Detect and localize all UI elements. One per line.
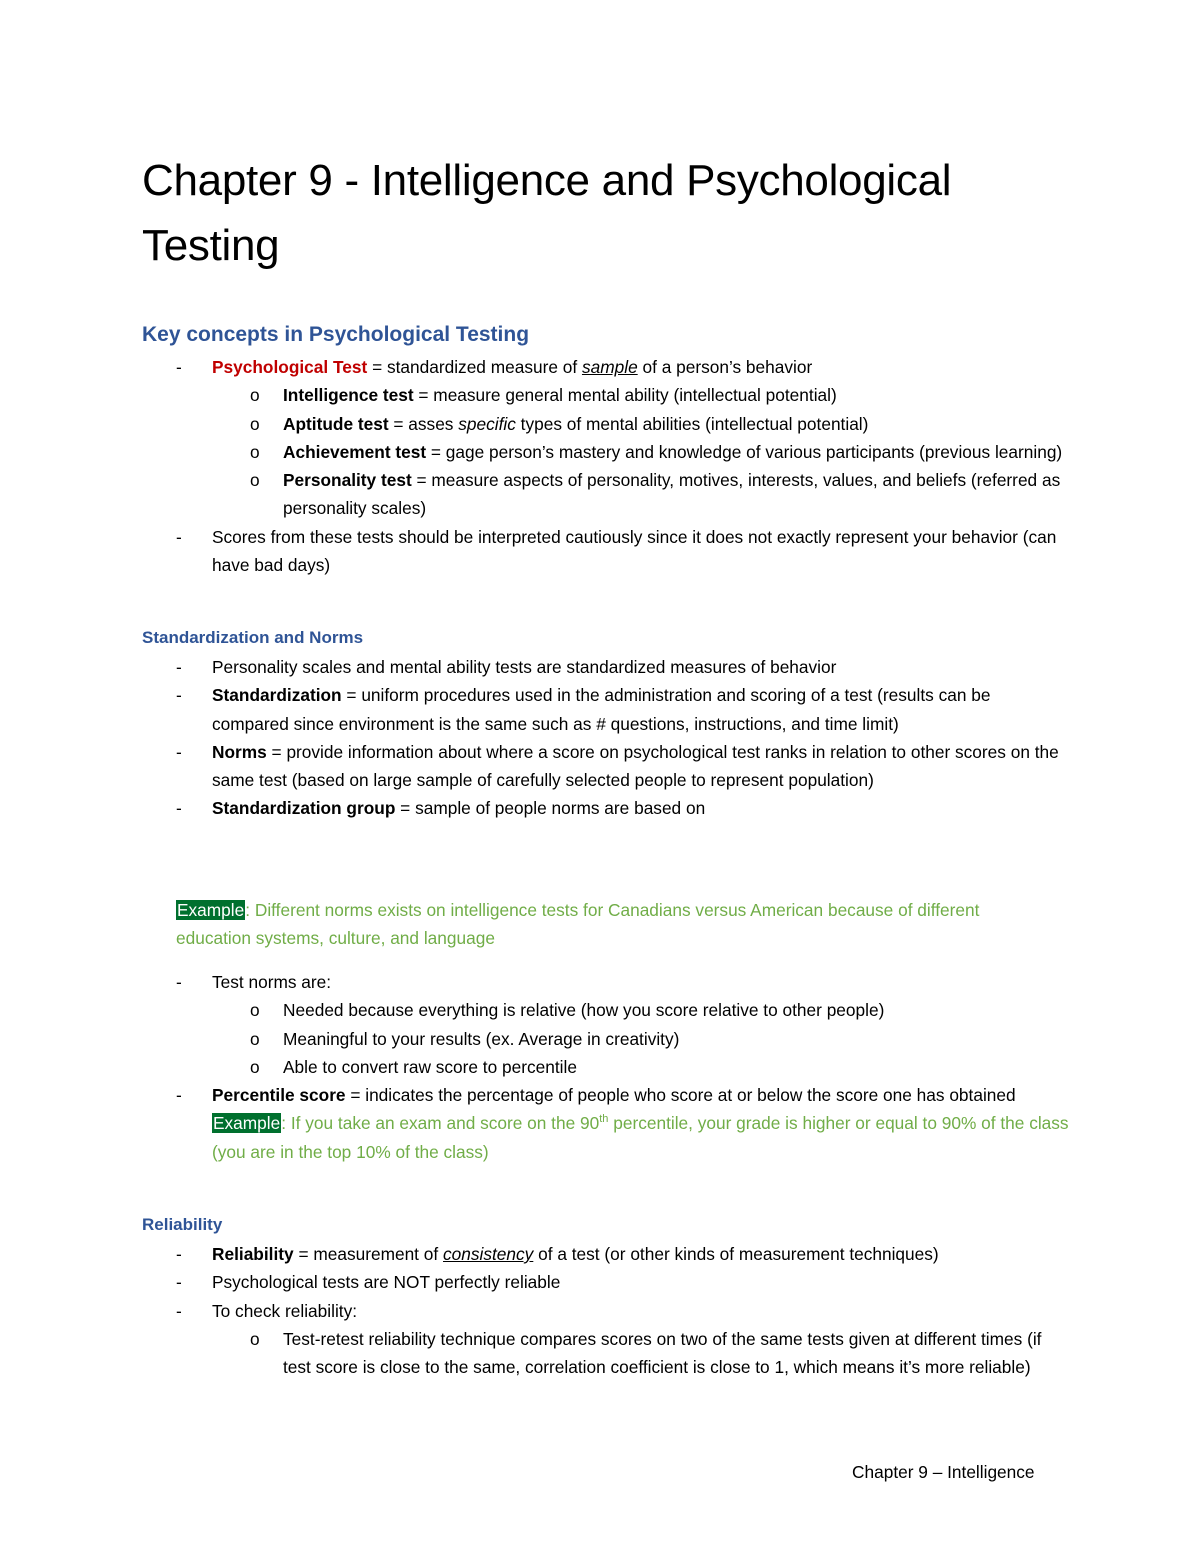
term-standardization-group: Standardization group xyxy=(212,798,396,819)
dash-bullet: - xyxy=(176,798,182,819)
section-test-norms-list xyxy=(142,968,1072,1166)
section-standardization-list xyxy=(142,653,1072,823)
term-reliability: Reliability xyxy=(212,1244,294,1264)
list-item: - Psychological tests are NOT perfectly reliable xyxy=(142,1268,1072,1296)
list-item: - Standardization = uniform procedures used in the administration and scoring of a test (results can be compared since environment is the same such as # questions, instructions, and time limit) xyxy=(142,681,1072,738)
dash-bullet: - xyxy=(176,1272,182,1293)
sub-list-item: o Test-retest reliability technique compares scores on two of the same tests given at different times (if test score is close to the same, correlation coefficient is close to 1, which means it’s more reliable) xyxy=(142,1325,1072,1382)
list-item: - Percentile score = indicates the percentage of people who score at or below the score one has obtained Example: If you take an exam and score on the 90th percentile, your grade is higher or equal to 90% of the class (you are in the top 10% of the class) xyxy=(142,1081,1072,1166)
example-tag: Example xyxy=(177,900,245,920)
circle-bullet: o xyxy=(250,441,260,462)
sub-list-item: o Meaningful to your results (ex. Average in creativity) xyxy=(142,1025,1072,1053)
dash-bullet: - xyxy=(176,741,182,762)
circle-bullet: o xyxy=(250,1028,260,1049)
term-standardization: Standardization xyxy=(212,685,342,706)
section-heading-standardization: Standardization and Norms xyxy=(142,628,364,647)
section-heading-reliability: Reliability xyxy=(142,1215,223,1234)
page-title: Chapter 9 - Intelligence and Psychological Testing xyxy=(142,156,952,270)
circle-bullet: o xyxy=(250,1328,260,1349)
dash-bullet: - xyxy=(176,972,182,992)
example-callout-percentile: Example: If you take an exam and score on the 90th percentile, your grade is higher or equal to 90% of the class (you are in the top 10% of the class) xyxy=(212,1113,1069,1162)
example-tag: Example xyxy=(213,1113,281,1134)
section-reliability-list xyxy=(142,1240,1072,1381)
dash-bullet: - xyxy=(176,1300,182,1321)
sub-list-item: o Aptitude test = asses specific types of mental abilities (intellectual potential) xyxy=(142,410,1072,438)
term-aptitude-test: Aptitude test xyxy=(283,413,389,434)
emphasis-sample: sample xyxy=(581,357,638,377)
dash-bullet: - xyxy=(176,526,182,547)
section-key-concepts-list xyxy=(142,353,1072,579)
emphasis-specific: specific xyxy=(458,413,516,434)
sub-list-item: o Achievement test = gage person’s mastery and knowledge of various participants (previous learning) xyxy=(142,438,1072,466)
dash-bullet: - xyxy=(176,357,182,377)
sub-list-item: o Needed because everything is relative (how you score relative to other people) xyxy=(142,996,1072,1024)
emphasis-consistency: consistency xyxy=(443,1244,534,1264)
list-item: - Scores from these tests should be interpreted cautiously since it does not exactly represent your behavior (can have bad days) xyxy=(142,523,1072,580)
list-item: - Psychological Test = standardized measure of sample of a person’s behavior o Intelligence test = measure general mental ability (intellectual potential) o Aptitude test = asses specific types of mental abilities (intellectual potential) o Achievement test = gage person’s mastery and knowledge of various participants (previous learning) o Personality test = measure aspects of personality, motives, interests, values, and beliefs (referred as personality scales) xyxy=(142,353,1072,523)
term-percentile-score: Percentile score xyxy=(212,1085,346,1106)
term-intelligence-test: Intelligence test xyxy=(283,385,414,406)
list-item: - Norms = provide information about where a score on psychological test ranks in relation to other scores on the same test (based on large sample of carefully selected people to represent population) xyxy=(142,738,1072,795)
list-item: - Test norms are: o Needed because everything is relative (how you score relative to other people) o Meaningful to your results (ex. Average in creativity) o Able to convert raw score to percentile xyxy=(142,968,1072,1081)
sub-list-item: o Able to convert raw score to percentile xyxy=(142,1053,1072,1081)
list-item: - Reliability = measurement of consistency of a test (or other kinds of measurement techniques) xyxy=(142,1240,1072,1268)
circle-bullet: o xyxy=(250,385,260,406)
sub-list-item: o Personality test = measure aspects of personality, motives, interests, values, and beliefs (referred as personality scales) xyxy=(142,466,1072,523)
example-callout-norms: Example: Different norms exists on intelligence tests for Canadians versus American because of different education systems, culture, and language xyxy=(176,900,980,949)
section-heading-key-concepts: Key concepts in Psychological Testing xyxy=(142,323,530,346)
term-psychological-test: Psychological Test xyxy=(212,357,368,377)
dash-bullet: - xyxy=(176,1244,182,1264)
list-item: - Standardization group = sample of people norms are based on xyxy=(142,794,1072,822)
dash-bullet: - xyxy=(176,1085,182,1106)
list-item: - Personality scales and mental ability tests are standardized measures of behavior xyxy=(142,653,1072,681)
circle-bullet: o xyxy=(250,1056,260,1077)
dash-bullet: - xyxy=(176,685,182,706)
dash-bullet: - xyxy=(176,657,182,677)
circle-bullet: o xyxy=(250,470,260,491)
circle-bullet: o xyxy=(250,1000,260,1021)
list-item: - To check reliability: o Test-retest reliability technique compares scores on two of the same tests given at different times (if test score is close to the same, correlation coefficient is close to 1, which means it’s more reliable) xyxy=(142,1297,1072,1382)
sub-list-item: o Intelligence test = measure general mental ability (intellectual potential) xyxy=(142,381,1072,409)
term-personality-test: Personality test xyxy=(283,470,412,491)
circle-bullet: o xyxy=(250,413,260,434)
term-norms: Norms xyxy=(212,741,267,762)
term-achievement-test: Achievement test xyxy=(283,441,427,462)
page-footer: Chapter 9 – Intelligence xyxy=(852,1462,1035,1482)
